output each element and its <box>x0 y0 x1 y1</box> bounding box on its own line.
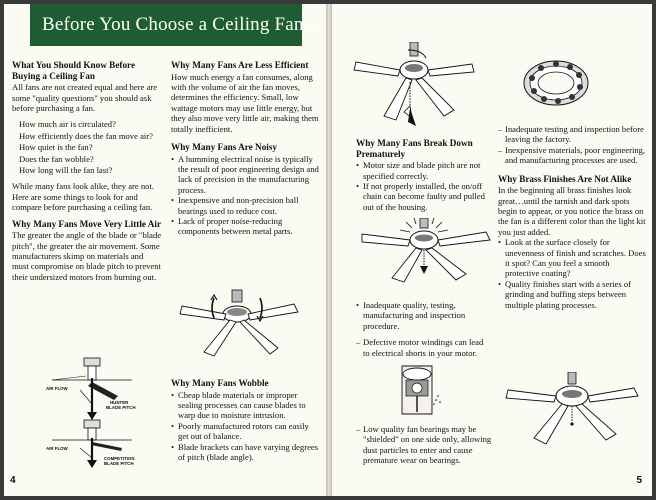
question-item: How much air is circulated? <box>19 119 116 130</box>
list-item: • Inadequate quality, testing, manufacturing and inspection procedure. <box>356 300 492 331</box>
right-column-1 <box>356 138 492 218</box>
left-column-1 <box>12 60 162 288</box>
list-item: • Cheap blade materials or improper sealing processes can cause blades to warp due to moisture intrusion. <box>171 390 319 421</box>
competition-pitch-diagram <box>46 420 135 468</box>
page-number: 4 <box>10 475 16 486</box>
bearings-list <box>356 424 492 466</box>
wobble-list <box>171 390 319 463</box>
list-item: • Inexpensive and non-precision ball bearings used to reduce cost. <box>171 195 319 216</box>
list-item: • If not properly installed, the on/off chain can become faulty and pulled out of the housing. <box>356 181 492 212</box>
quality-questions <box>12 119 162 175</box>
left-column-2 <box>171 60 319 243</box>
heading-break-down: Why Many Fans Break Down Prematurely <box>356 138 473 159</box>
intro-text: All fans are not created equal and here are some "quality questions" you should ask before purchasing a fan. <box>12 82 158 113</box>
fan-spark-illustration <box>356 218 496 294</box>
list-item: – Inadequate testing and inspection before leaving the factory. <box>498 124 646 145</box>
page-title: Before You Choose a Ceiling Fan… <box>42 14 323 35</box>
heading-less-efficient: Why Many Fans Are Less Efficient <box>171 60 309 70</box>
break-down-list <box>356 160 492 212</box>
right-column-3 <box>356 424 492 472</box>
testing-list <box>498 124 646 166</box>
hunter-pitch-diagram <box>46 358 136 420</box>
question-item: How long will the fan last? <box>19 165 113 176</box>
blade-pitch-label: BLADE PITCH <box>106 405 136 410</box>
blade-pitch-diagrams <box>40 356 152 474</box>
list-item: • A humming electrical noise is typically the result of poor engineering design and lack of precision in the manufacturing process. <box>171 154 319 196</box>
heading-what-to-know: What You Should Know Before Buying a Ceiling Fan <box>12 60 136 81</box>
air-flow-label: AIR FLOW <box>46 446 68 451</box>
competition-label: COMPETITION <box>104 456 135 461</box>
right-column-2 <box>356 300 492 364</box>
fan-chain-illustration <box>350 42 478 134</box>
list-item: • Look at the surface closely for unevenness of finish and scratches. Does it spot? Can you feel a smooth protective coating? <box>498 237 646 279</box>
title-banner <box>30 4 323 46</box>
heading-wobble: Why Many Fans Wobble <box>171 378 269 388</box>
list-item: • Lack of proper noise-reducing components between metal parts. <box>171 216 319 237</box>
wobbling-fan-illustration <box>174 288 304 372</box>
list-item: • Quality finishes start with a series of grinding and buffing steps between multiple plating processes. <box>498 279 646 310</box>
right-column-4 <box>498 124 646 316</box>
bearing-closeup-illustration <box>392 360 448 420</box>
list-item: • Motor size and blade pitch are not specified correctly. <box>356 160 492 181</box>
hunter-label: HUNTER <box>110 400 129 405</box>
list-item: – Inexpensive materials, poor engineering, and manufacturing processes are used. <box>498 145 646 166</box>
right-page <box>332 4 652 496</box>
list-item: • Blade brackets can have varying degrees of pitch (blade angle). <box>171 442 319 463</box>
brass-text: In the beginning all brass finishes look great…until the tarnish and dark spots begin to appear, or you notice the brass on the fan is a different color than the light kit you just added. <box>498 185 646 237</box>
quality-list <box>356 300 492 331</box>
question-item: How quiet is the fan? <box>19 142 93 153</box>
windings-list <box>356 337 492 358</box>
list-item: – Low quality fan bearings may be "shielded" on one side only, allowing dust particles to enter and cause premature wear on bearings. <box>356 424 492 466</box>
heading-little-air: Why Many Fans Move Very Little Air <box>12 218 162 229</box>
list-item: – Defective motor windings can lead to electrical shorts in your motor. <box>356 337 492 358</box>
little-air-text: The greater the angle of the blade or "blade pitch", the greater the air movement. Some manufacturers skimp on materials and must compromise on blade pitch to prevent their undersized motors from burning out. <box>12 230 162 282</box>
efficiency-text: How much energy a fan consumes, along with the volume of air the fan moves, determines the efficiency. Small, low wattage motors may use little energy, but they also move very little air, making them totally inefficient. <box>171 71 319 134</box>
question-item: Does the fan wobble? <box>19 153 94 164</box>
blade-pitch-label: BLADE PITCH <box>104 461 134 466</box>
ball-bearing-illustration <box>520 56 592 110</box>
question-item: How efficiently does the fan move air? <box>19 130 153 141</box>
left-page <box>4 4 326 496</box>
list-item: • Poorly manufactured rotors can easily get out of balance. <box>171 421 319 442</box>
page-number: 5 <box>636 475 642 486</box>
noisy-list <box>171 154 319 237</box>
heading-noisy: Why Many Fans Are Noisy <box>171 142 278 153</box>
left-column-3 <box>171 378 319 468</box>
heading-brass: Why Brass Finishes Are Not Alike <box>498 173 632 184</box>
outro-text: While many fans look alike, they are not. Here are some things to look for and compare before purchasing a ceiling fan. <box>12 181 154 213</box>
brass-list <box>498 237 646 310</box>
air-flow-label: AIR FLOW <box>46 386 68 391</box>
brass-fan-illustration <box>500 372 642 452</box>
